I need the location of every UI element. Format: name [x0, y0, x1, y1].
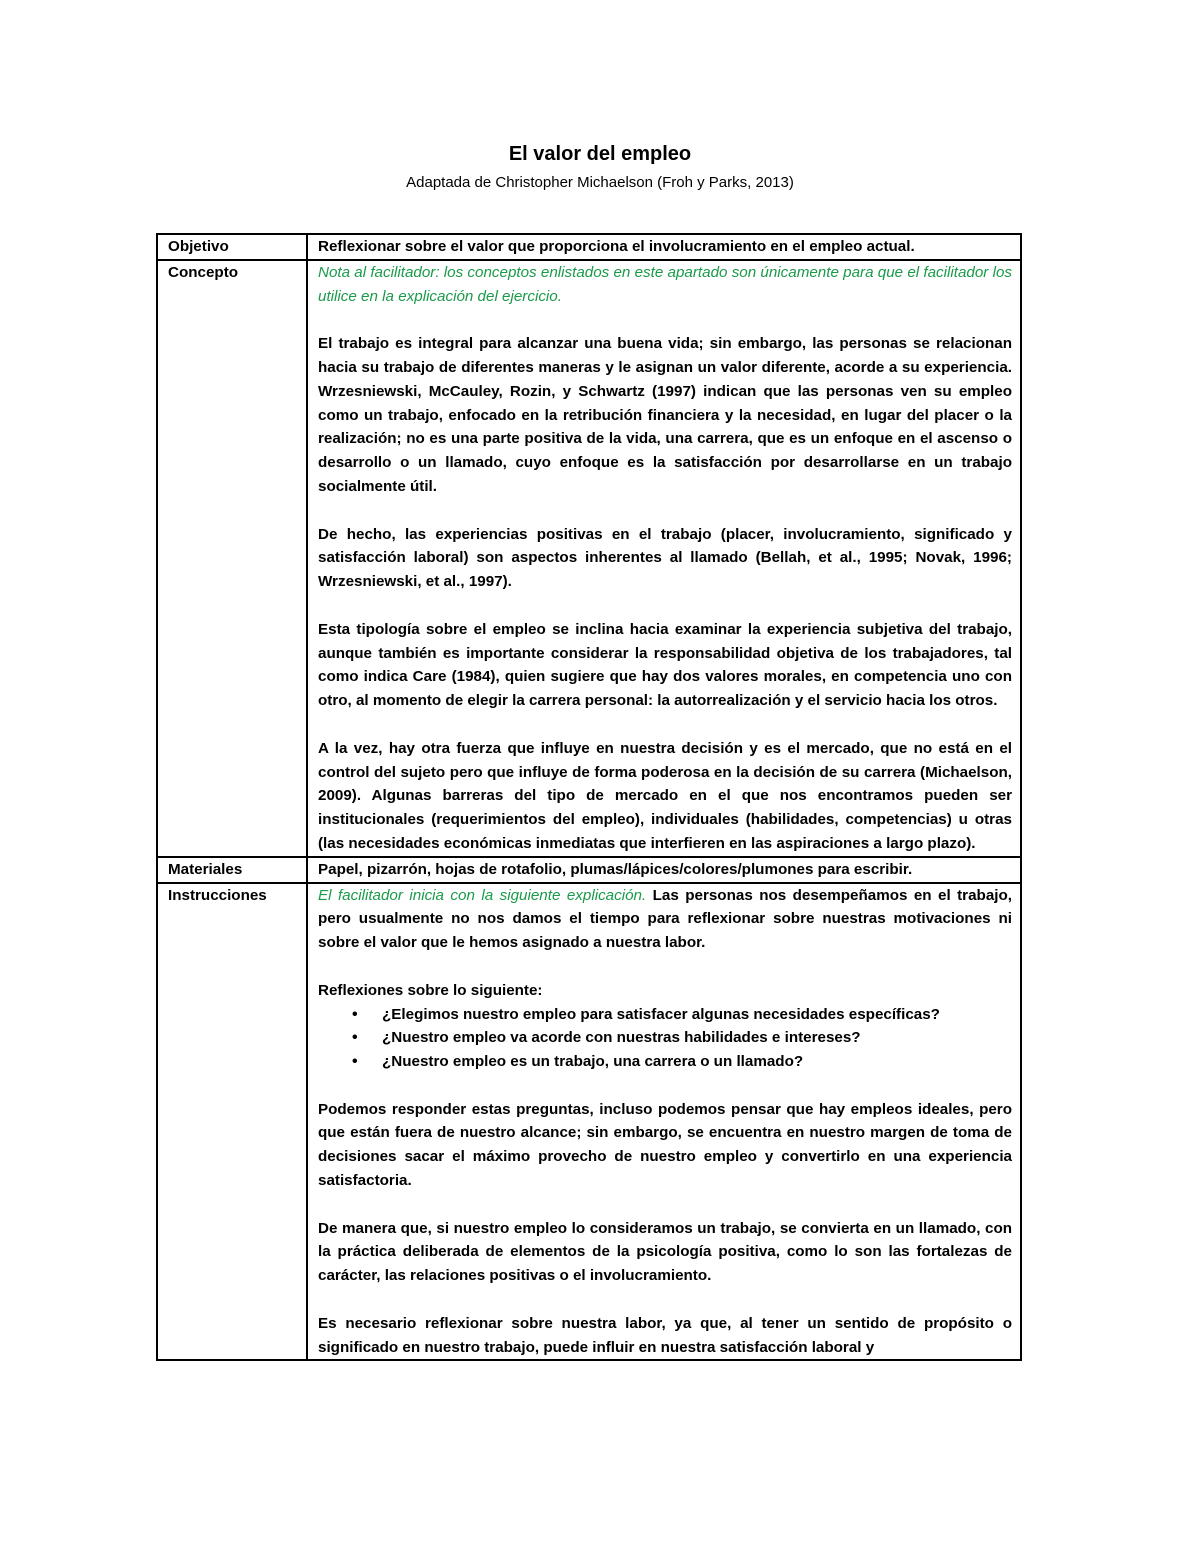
spacer: [318, 1074, 1012, 1098]
facilitator-note: Nota al facilitador: los conceptos enlistados en este apartado son únicamente para que el facilitador los utilice en la explicación del ejercicio.: [318, 263, 1012, 305]
document-subtitle: Adaptada de Christopher Michaelson (Froh y Parks, 2013): [406, 174, 794, 191]
instructions-paragraph-3: Es necesario reflexionar sobre nuestra labor, ya que, al tener un sentido de propósito o significado en nuestro trabajo, puede influir en nuestra satisfacción laboral y: [318, 1314, 1012, 1356]
question-item: • ¿Nuestro empleo va acorde con nuestras habilidades e intereses?: [382, 1026, 1012, 1050]
instructions-intro: Las personas nos desempeñamos en el trabajo, pero usualmente no nos damos el tiempo para reflexionar sobre nuestras motivaciones ni sobre el valor que le hemos asignado a nuestra labor.: [318, 886, 1012, 952]
activity-table: [156, 233, 1022, 1361]
row-instrucciones: [157, 883, 1021, 1360]
question-item: • ¿Elegimos nuestro empleo para satisfacer algunas necesidades específicas?: [382, 1003, 1012, 1027]
document-title: El valor del empleo: [508, 143, 692, 165]
content-instrucciones: [307, 883, 1021, 1360]
concept-paragraph-3: Esta tipología sobre el empleo se inclina hacia examinar la experiencia subjetiva del trabajo, aunque también es importante considerar la responsabilidad objetiva de los trabajadores, tal como indica Care (1984), quien sugiere que hay dos valores morales, en competencia uno con otro, al momento de elegir la carrera personal: la autorrealización y el servicio hacia los otros.: [318, 620, 1012, 710]
row-objetivo: [157, 234, 1021, 260]
content-materiales: Papel, pizarrón, hojas de rotafolio, plumas/lápices/colores/plumones para escribir.: [307, 857, 1021, 883]
content-concepto: [307, 260, 1021, 857]
row-concepto: [157, 260, 1021, 857]
label-instrucciones: Instrucciones: [157, 883, 307, 1360]
question-item: • ¿Nuestro empleo es un trabajo, una carrera o un llamado?: [382, 1050, 1012, 1074]
content-objetivo: Reflexionar sobre el valor que proporciona el involucramiento en el empleo actual.: [307, 234, 1021, 260]
row-materiales: [157, 857, 1021, 883]
label-objetivo: Objetivo: [157, 234, 307, 260]
instructions-intro-paragraph: [318, 884, 1012, 955]
label-concepto: Concepto: [157, 260, 307, 857]
label-materiales: Materiales: [157, 857, 307, 883]
question-list: [318, 1003, 1012, 1074]
concept-paragraph-4: A la vez, hay otra fuerza que influye en nuestra decisión y es el mercado, que no está en el control del sujeto pero que influye de forma poderosa en la decisión de su carrera (Michaelson, 2009). Algunas barreras del tipo de mercado en el que nos encontramos pueden ser institucionales (requerimientos del empleo), individuales (habilidades, competencias) u otras (las necesidades económicas inmediatas que interfieren en las aspiraciones a largo plazo).: [318, 739, 1012, 852]
instructions-paragraph-2: De manera que, si nuestro empleo lo consideramos un trabajo, se convierta en un llamado, con la práctica deliberada de elementos de la psicología positiva, como lo son las fortalezas de carácter, las relaciones positivas o el involucramiento.: [318, 1219, 1012, 1285]
concept-paragraph-2: De hecho, las experiencias positivas en el trabajo (placer, involucramiento, significado y satisfacción laboral) son aspectos inherentes al llamado (Bellah, et al., 1995; Novak, 1996; Wrzesniewski, et al., 1997).: [318, 525, 1012, 591]
instructions-paragraph-1: Podemos responder estas preguntas, incluso podemos pensar que hay empleos ideales, pero que están fuera de nuestro alcance; sin embargo, se encuentra en nuestro margen de toma de decisiones sacar el máximo provecho de nuestro empleo y convertirlo en una experiencia satisfactoria.: [318, 1100, 1012, 1190]
concept-paragraph-1: El trabajo es integral para alcanzar una buena vida; sin embargo, las personas se relacionan hacia su trabajo de diferentes maneras y le asignan un valor diferente, acorde a su experiencia. Wrzesniewski, McCauley, Rozin, y Schwartz (1997) indican que las personas ven su empleo como un trabajo, enfocado en la retribución financiera y la necesidad, en lugar del placer o la realización; no es una parte positiva de la vida, una carrera, que es un enfoque en el ascenso o desarrollo o un llamado, cuyo enfoque es la satisfacción por desarrollarse en un trabajo socialmente útil.: [318, 335, 1012, 495]
facilitator-instruction: El facilitador inicia con la siguiente explicación.: [318, 886, 647, 904]
reflect-heading: Reflexiones sobre lo siguiente:: [318, 981, 543, 999]
